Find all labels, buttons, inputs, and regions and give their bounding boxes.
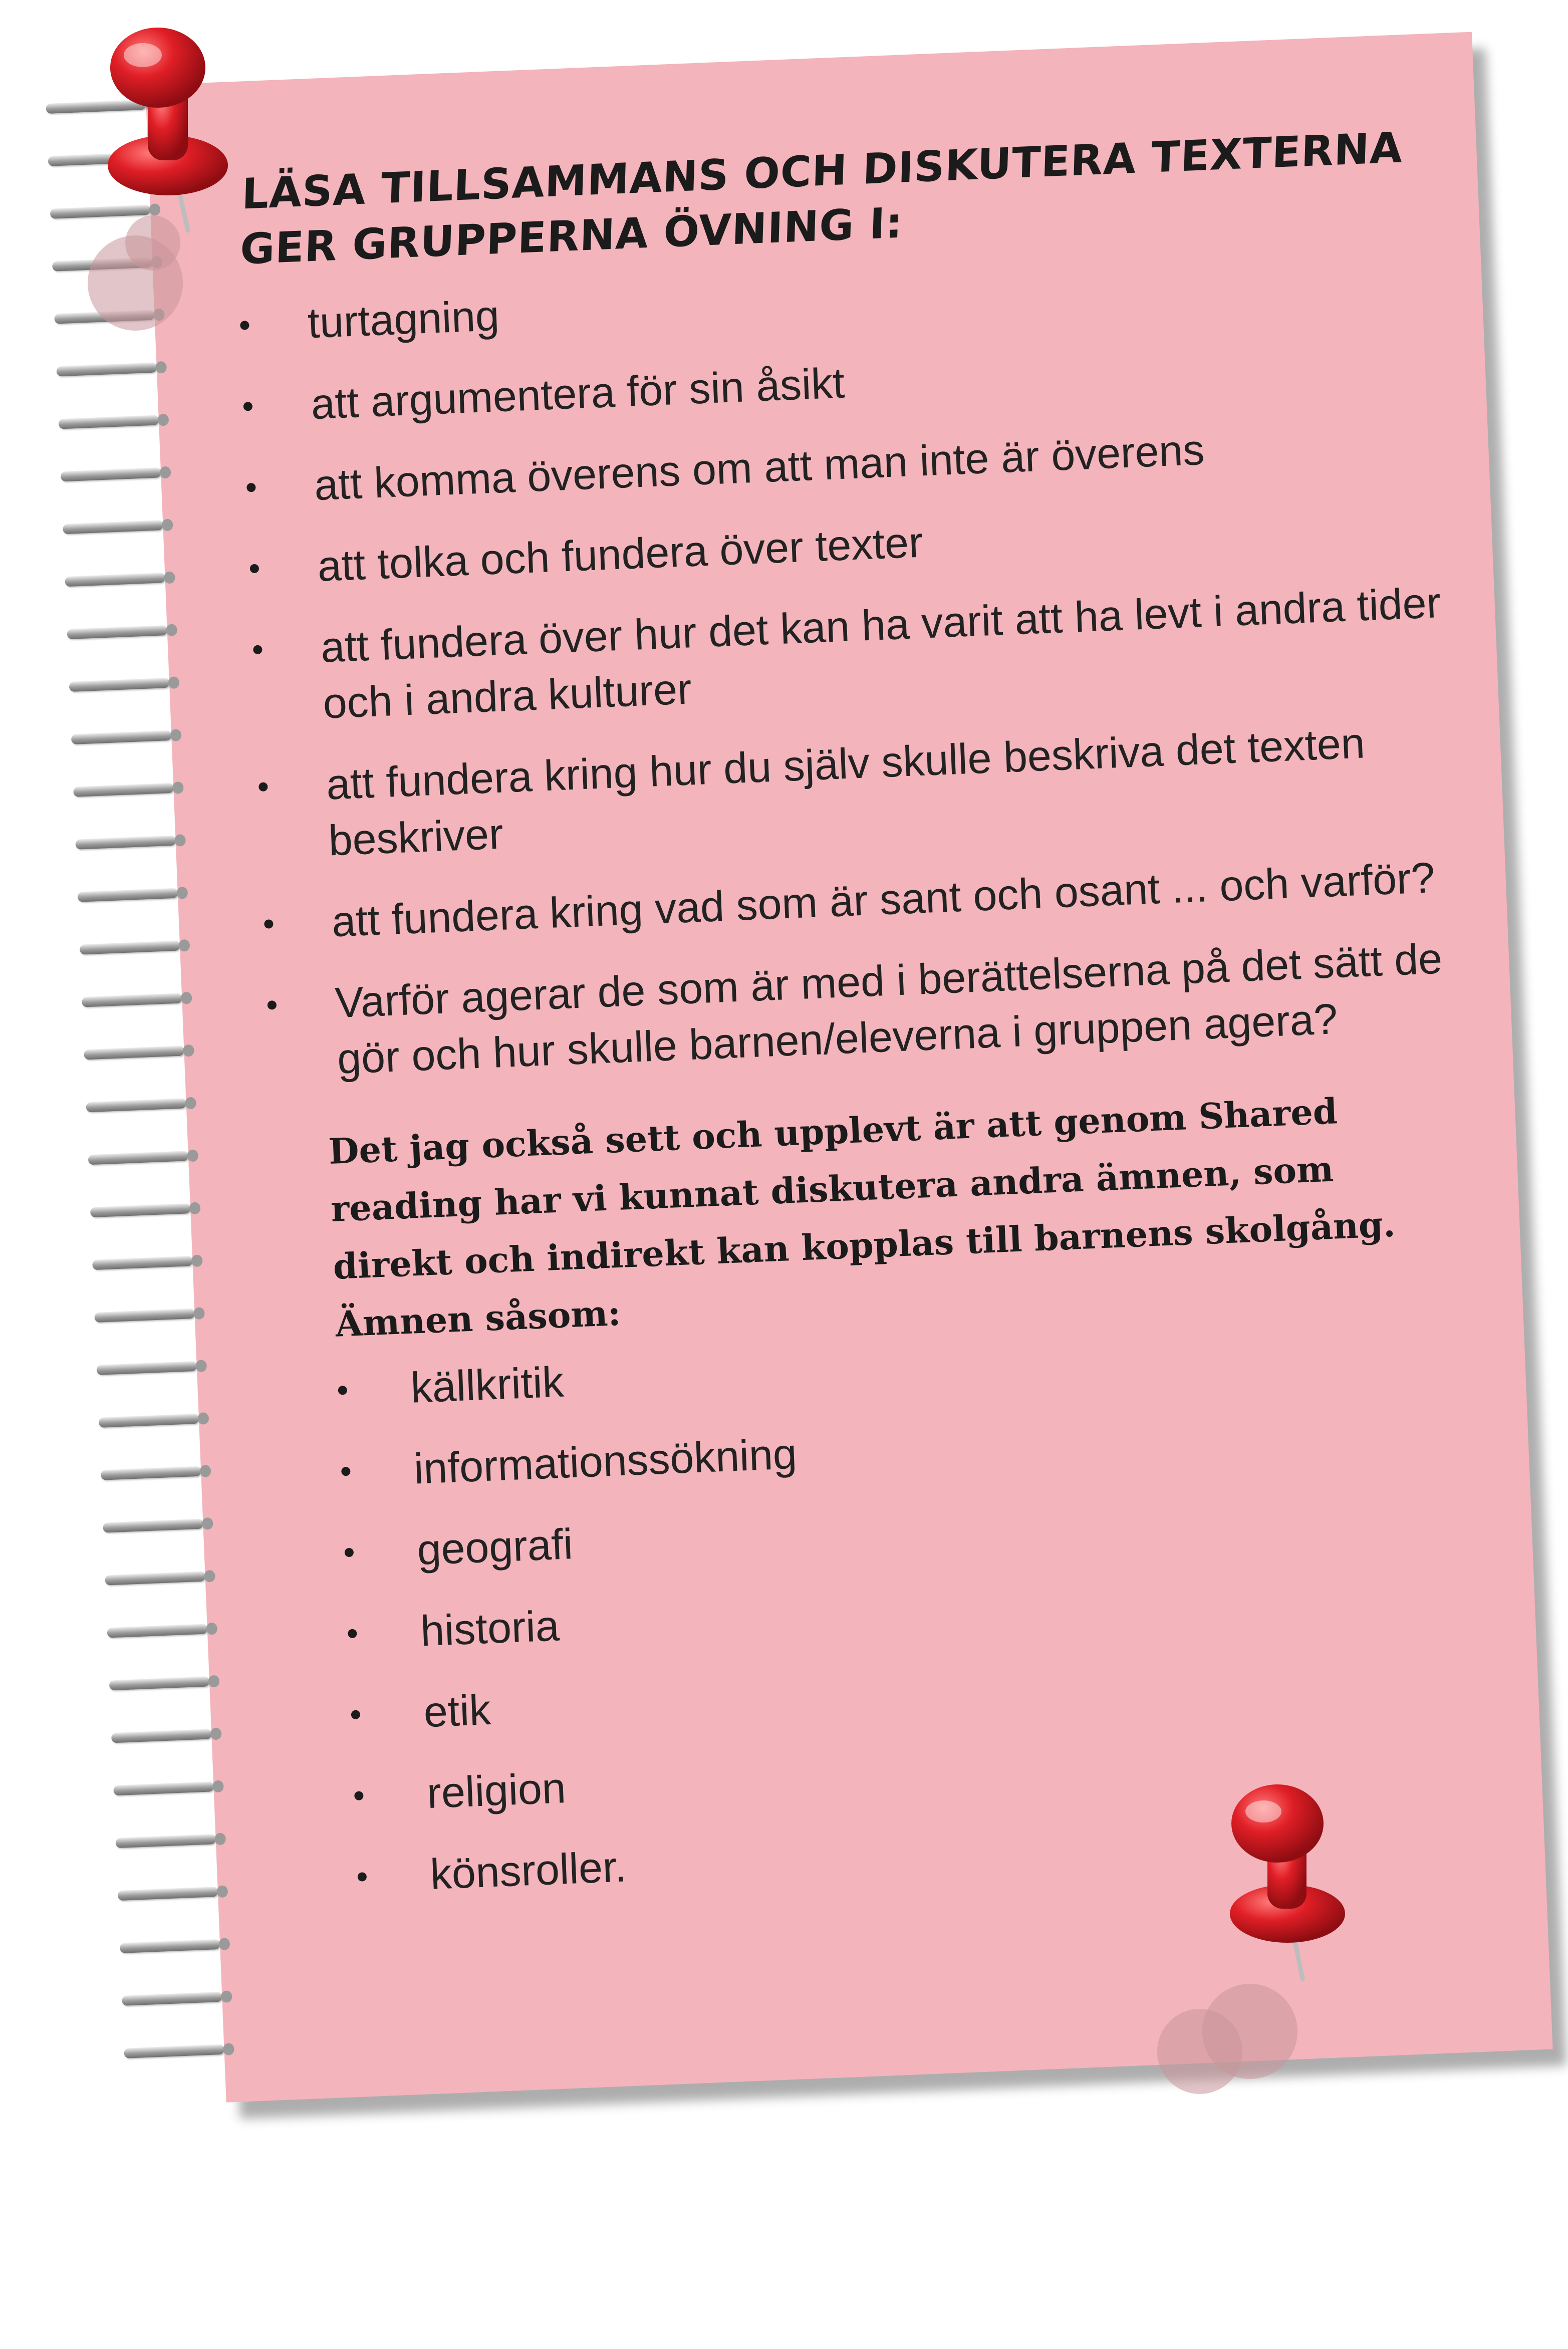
spiral-wire xyxy=(59,415,159,429)
spiral-ring xyxy=(65,568,180,591)
note-content xyxy=(234,119,1506,1933)
spiral-hole xyxy=(206,1623,217,1635)
list-item xyxy=(267,929,1472,1090)
spiral-hole xyxy=(204,1570,215,1583)
list-item-text: historia xyxy=(419,1602,561,1656)
spiral-ring xyxy=(96,1356,212,1380)
list-item-text: källkritik xyxy=(409,1358,565,1412)
spiral-wire xyxy=(78,888,178,902)
push-pin-icon xyxy=(1217,1778,1348,1989)
spiral-wire xyxy=(99,1414,199,1428)
spiral-wire xyxy=(101,1466,201,1480)
spiral-ring xyxy=(98,1409,214,1432)
spiral-wire xyxy=(69,678,170,692)
spiral-ring xyxy=(77,883,193,907)
bullet-icon xyxy=(354,1791,364,1800)
spiral-ring xyxy=(101,1461,216,1485)
spiral-wire xyxy=(63,520,163,534)
list-item-text: informationssökning xyxy=(413,1430,798,1493)
list-item-text: att komma överens om att man inte är överens xyxy=(313,425,1205,510)
spiral-hole xyxy=(216,1885,228,1898)
spiral-ring xyxy=(84,1040,199,1064)
spiral-ring xyxy=(115,1829,231,1853)
bullet-icon xyxy=(345,1548,354,1557)
spiral-ring xyxy=(94,1303,210,1327)
spiral-ring xyxy=(56,357,172,381)
list-item-text: att tolka och fundera över texter xyxy=(316,518,924,591)
spiral-hole xyxy=(189,1202,201,1214)
bullet-icon xyxy=(341,1467,351,1476)
spiral-wire xyxy=(124,2044,224,2058)
spiral-wire xyxy=(61,467,161,481)
spiral-ring xyxy=(92,1251,208,1274)
spiral-hole xyxy=(185,1097,196,1110)
spiral-wire xyxy=(115,1834,216,1848)
list-item-text: att fundera kring hur du själv skulle beskriva det texten beskriver xyxy=(325,719,1366,865)
spiral-wire xyxy=(90,1203,191,1217)
spiral-ring xyxy=(122,1987,237,2010)
spiral-wire xyxy=(80,941,180,955)
spiral-hole xyxy=(162,518,173,531)
spiral-ring xyxy=(71,725,187,749)
spiral-wire xyxy=(71,730,172,744)
pin-shadow xyxy=(1202,1984,1297,2079)
spiral-hole xyxy=(181,992,192,1004)
spiral-ring xyxy=(119,1934,235,1958)
spiral-ring xyxy=(60,462,176,486)
spiral-hole xyxy=(212,1780,224,1792)
spiral-hole xyxy=(157,414,169,426)
list-item-text: religion xyxy=(426,1764,567,1818)
spiral-wire xyxy=(103,1519,203,1533)
spiral-wire xyxy=(109,1676,210,1690)
list-item xyxy=(252,574,1458,734)
bullet-icon xyxy=(246,483,256,492)
list-item-text: att fundera över hur det kan ha varit att ha levt i andra tider och i andra kulturer xyxy=(320,579,1442,728)
spiral-hole xyxy=(219,1938,230,1950)
spiral-hole xyxy=(179,939,190,952)
spiral-wire xyxy=(88,1151,189,1165)
list-item-text: könsroller. xyxy=(429,1843,628,1899)
spiral-hole xyxy=(223,2043,234,2055)
spiral-ring xyxy=(82,988,197,1011)
spiral-hole xyxy=(183,1045,194,1057)
list-item-text: geografi xyxy=(416,1520,574,1575)
spiral-wire xyxy=(105,1572,205,1586)
spiral-wire xyxy=(67,625,167,639)
spiral-ring xyxy=(124,2039,239,2063)
spiral-ring xyxy=(113,1776,229,1800)
spiral-hole xyxy=(187,1149,198,1162)
list-item-text: etik xyxy=(422,1685,492,1737)
spiral-wire xyxy=(84,1046,184,1060)
spiral-hole xyxy=(168,676,179,689)
bullet-icon xyxy=(268,1000,277,1010)
spiral-ring xyxy=(109,1671,224,1695)
list-item xyxy=(344,1479,1492,1582)
note-paragraph: Det jag också sett och upplevt är att genom Shared reading har vi kunnat diskutera andra ämnen, som direkt och indirekt kan kopplas till barnens skolgång. Ämnen såsom: xyxy=(328,1090,1396,1345)
spiral-ring xyxy=(111,1724,227,1747)
bullet-icon xyxy=(351,1710,361,1719)
list-item xyxy=(350,1641,1499,1743)
spiral-wire xyxy=(118,1887,218,1901)
spiral-wire xyxy=(122,1992,222,2006)
spiral-hole xyxy=(200,1465,211,1477)
bullet-icon xyxy=(338,1386,348,1395)
spiral-wire xyxy=(82,993,182,1007)
spiral-ring xyxy=(67,620,182,644)
spiral-ring xyxy=(73,778,189,802)
spiral-wire xyxy=(107,1624,208,1638)
spiral-wire xyxy=(92,1256,193,1270)
list-item-text: att fundera kring vad som är sant och osant ... och varför? xyxy=(331,854,1436,946)
spiral-ring xyxy=(117,1882,233,1905)
spiral-hole xyxy=(172,781,184,794)
bullet-icon xyxy=(250,564,259,574)
spiral-wire xyxy=(75,836,176,850)
spiral-wire xyxy=(111,1729,212,1743)
list-item xyxy=(347,1560,1495,1662)
spiral-hole xyxy=(202,1517,213,1530)
spiral-hole xyxy=(191,1254,203,1267)
spiral-hole xyxy=(214,1833,226,1845)
spiral-ring xyxy=(86,1093,201,1117)
spiral-hole xyxy=(197,1412,209,1425)
spiral-ring xyxy=(105,1566,220,1590)
list-item xyxy=(257,711,1463,872)
note-heading: LÄSA TILLSAMMANS OCH DISKUTERA TEXTERNA GER GRUPPERNA ÖVNING I: xyxy=(239,123,1404,274)
spiral-ring xyxy=(69,673,184,696)
spiral-hole xyxy=(170,729,182,741)
spiral-hole xyxy=(174,834,186,847)
spiral-ring xyxy=(88,1146,203,1169)
spiral-hole xyxy=(176,887,188,899)
spiral-hole xyxy=(160,466,171,479)
push-pin-icon xyxy=(93,20,233,250)
bullet-icon xyxy=(253,645,263,655)
bullet-icon xyxy=(348,1629,357,1639)
bullet-icon xyxy=(358,1872,367,1882)
spiral-wire xyxy=(56,363,157,377)
spiral-ring xyxy=(103,1513,218,1537)
spiral-hole xyxy=(164,571,175,584)
spiral-hole xyxy=(193,1307,205,1320)
bullet-icon xyxy=(258,782,268,792)
spiral-wire xyxy=(113,1781,214,1795)
list-item-text: Varför agerar de som är med i berättelserna på det sätt de gör och hur skulle barnen/eleverna i gruppen agera? xyxy=(334,934,1443,1084)
spiral-wire xyxy=(94,1309,195,1323)
spiral-hole xyxy=(166,624,177,636)
skills-list xyxy=(239,250,1472,1090)
spiral-wire xyxy=(86,1098,186,1112)
list-item-text: turtagning xyxy=(307,292,500,348)
spiral-wire xyxy=(65,573,165,587)
bullet-icon xyxy=(264,919,274,929)
spiral-hole xyxy=(195,1360,207,1372)
list-item-text: att argumentera för sin åsikt xyxy=(310,359,846,429)
spiral-ring xyxy=(58,410,174,433)
spiral-ring xyxy=(79,935,195,959)
spiral-ring xyxy=(63,515,178,539)
spiral-hole xyxy=(210,1728,222,1740)
spiral-wire xyxy=(96,1361,197,1375)
spiral-ring xyxy=(75,831,191,854)
spiral-ring xyxy=(90,1198,205,1222)
spiral-ring xyxy=(107,1619,222,1642)
spiral-hole xyxy=(221,1990,232,2003)
bullet-icon xyxy=(243,402,253,411)
list-item xyxy=(340,1398,1489,1500)
spiral-wire xyxy=(73,783,174,797)
spiral-hole xyxy=(208,1675,220,1688)
spiral-wire xyxy=(120,1939,220,1953)
spiral-hole xyxy=(155,361,167,374)
bullet-icon xyxy=(240,321,249,330)
